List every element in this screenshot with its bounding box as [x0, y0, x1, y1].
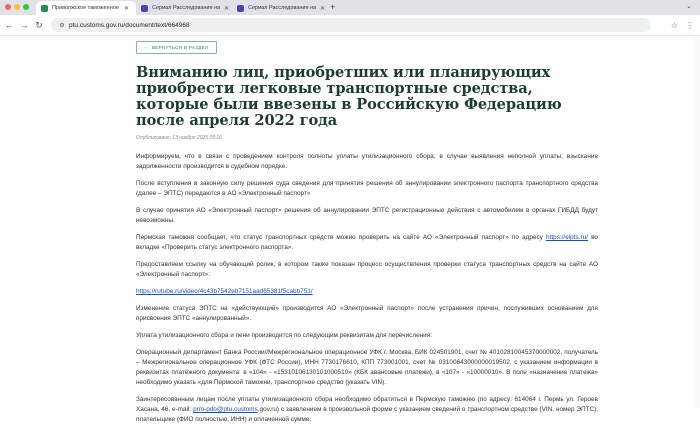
- bookmark-star-icon[interactable]: ☆: [670, 20, 678, 30]
- browser-toolbar: [0, 15, 700, 36]
- back-arrow-icon[interactable]: ←: [4, 20, 14, 30]
- browser-tab-1[interactable]: Приволжское таможенное ✕: [36, 1, 136, 15]
- paragraph-8: Уплата утилизационного сбора и пени производится по следующим реквизитам для перечисления:: [136, 331, 432, 339]
- paragraph-7: Изменение статуса ЭПТС на «действующий» производится АО «Электронный паспорт» после устранения причин, послуживших основанием для присвоения ЭПТС «аннулированный».: [136, 304, 598, 322]
- close-tab-icon[interactable]: ✕: [124, 5, 130, 12]
- paragraph-5: Предоставляем ссылку на обучающий ролик, в котором также показан процесс осуществления проверки статуса транспортных средств на сайте АО «Электронный паспорт»:: [136, 261, 598, 279]
- browser-tab-bar: [0, 0, 700, 15]
- menu-icon[interactable]: ⋮: [686, 20, 694, 30]
- email-link[interactable]: prm-pdo@ptu.customs: [193, 406, 258, 414]
- maximize-window-button[interactable]: [23, 4, 29, 10]
- paragraph-3: В случае принятия АО «Электронный паспорт» решения об аннулировании ЭПТС регистрационные действия с автомобилем в органах ГИБДД будут невозможны.: [136, 207, 598, 225]
- paragraph-9: Операционный департамент Банка России//Межрегиональное операционное УФК г. Москва, БИК 024501901, счет № 40102810045370000002, получатель – Межрегиональное операционное УФК (ФТС России), ИНН 7730176610, КПП 773001001, счет № 03100643000000019502, с указанием информации в реквизитах платёжного документа: в «104» - «15310106130101000510» (КБК авансовые платежи), в «107» - «10000010». В поле «назначение платежа» необходимо указать «для Пермской таможни, транспортное средство (указать VIN).: [136, 348, 598, 387]
- published-date: Опубликовано: 13 ноября 2025 09:16: [136, 135, 222, 141]
- customs-favicon-icon: [41, 5, 48, 12]
- browser-tab-2[interactable]: Сериал Расследования на ✕: [136, 1, 232, 15]
- page-scrollbar[interactable]: [694, 36, 700, 408]
- paragraph-6: [136, 287, 598, 297]
- paragraph-10: Заинтересованным лицам после уплаты утилизационного сбора необходимо обратиться в Пермскую таможню (по адресу: 614064 г. Пермь ул. Героев Хасана, 46, e-mail: prm-pdo@ptu.customs.gov.ru) с заявлением в произвольной форме с указанием сведений о транспортном средстве (VIN, номер ЭПТС), плательщике (ФИО полностью, ИНН) и оплаченной сумме.: [136, 396, 598, 424]
- video-favicon-icon: [141, 5, 148, 12]
- minimize-window-button[interactable]: [14, 4, 20, 10]
- rutube-video-link[interactable]: https://rutube.ru/video/4c43b7542eb7151aad65381f5cabb751/: [136, 288, 313, 295]
- site-info-icon[interactable]: ⚙: [59, 22, 65, 29]
- url-text: ptu.customs.gov.ru/document/text/664968: [69, 21, 190, 29]
- article: [136, 36, 598, 432]
- toolbar-right: [671, 21, 694, 30]
- video-favicon-icon: [237, 5, 244, 12]
- close-window-button[interactable]: [5, 4, 11, 10]
- paragraph-1: Информируем, что в связи с проведением контроля полноты уплаты утилизационного сбора, в случае выявления неполной уплаты, взыскание задолженности производится в судебном порядке.: [136, 153, 598, 171]
- new-tab-button[interactable]: +: [330, 2, 336, 12]
- browser-tab-3[interactable]: Сериал Расследования на ✕: [232, 1, 328, 15]
- window-controls: [5, 4, 29, 10]
- close-tab-icon[interactable]: ✕: [224, 5, 230, 12]
- paragraph-2: После вступления в законную силу решения суда сведения для принятия решения об аннулировании электронного паспорта транспортного средства (далее – ЭПТС) передаются в АО «Электронный паспорт»: [136, 180, 598, 198]
- web-page: [0, 36, 700, 424]
- elpts-link[interactable]: https://elpts.ru/: [546, 234, 588, 241]
- paragraph-4: Пермская таможня сообщает, что статус транспортных средств можно проверить на сайте АО «Электронный паспорт» по адресу https://elpts.ru/ во вкладке «Проверить статус электронного паспорта».: [136, 234, 598, 252]
- forward-arrow-icon[interactable]: →: [19, 20, 29, 30]
- tab-list-chevron-icon[interactable]: ⌄: [686, 3, 692, 10]
- chevron-left-icon: ‹: [145, 45, 147, 50]
- page-title: Вниманию лиц, приобретших или планирующих приобрести легковые транспортные средства, которые были ввезены в Российскую Федерацию после апреля 2022 года: [136, 64, 562, 129]
- back-to-section-button[interactable]: ‹ ВЕРНУТЬСЯ В РАЗДЕЛ: [136, 41, 217, 54]
- close-tab-icon[interactable]: ✕: [320, 5, 326, 12]
- address-bar[interactable]: [51, 18, 651, 32]
- reload-icon[interactable]: ↻: [35, 19, 43, 30]
